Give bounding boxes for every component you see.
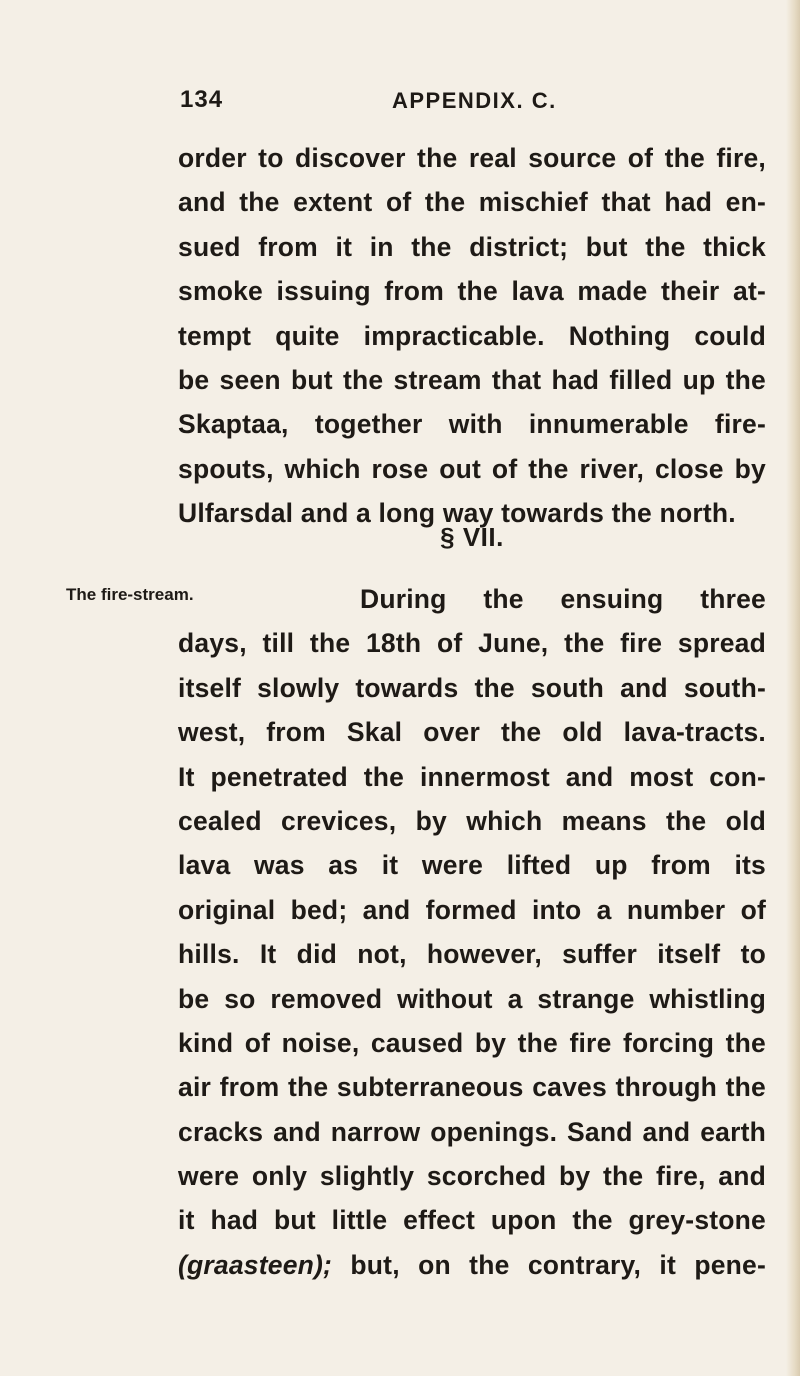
text-line: sued from it in the district; but the thick — [178, 231, 766, 262]
page-edge — [786, 0, 800, 1376]
margin-note: The fire-stream. — [66, 585, 194, 604]
italic-term: (graasteen); — [178, 1249, 333, 1280]
text-line: were only slightly scorched by the fire, and — [178, 1161, 766, 1192]
text-line: and the extent of the mischief that had en- — [178, 187, 766, 218]
line-rest: but, on the contrary, it pene- — [332, 1249, 766, 1280]
text-line: spouts, which rose out of the river, close by — [178, 453, 766, 484]
text-line: Skaptaa, together with innumerable fire- — [178, 409, 766, 440]
text-line: air from the subterraneous caves through the — [178, 1072, 766, 1103]
text-line: cracks and narrow openings. Sand and earth — [178, 1116, 766, 1147]
text-line: original bed; and formed into a number of — [178, 894, 766, 925]
text-line: west, from Skal over the old lava-tracts. — [178, 717, 766, 748]
text-line: days, till the 18th of June, the fire spread — [178, 628, 766, 659]
text-line: be so removed without a strange whistling — [178, 983, 766, 1014]
text-line: order to discover the real source of the fire, — [178, 143, 766, 173]
text-line: During the ensuing three — [360, 584, 766, 614]
text-line: cealed crevices, by which means the old — [178, 805, 766, 836]
text-line: it had but little effect upon the grey-stone — [178, 1205, 766, 1236]
text-line: kind of noise, caused by the fire forcing the — [178, 1027, 766, 1058]
text-line: It penetrated the innermost and most con- — [178, 761, 766, 792]
text-line: itself slowly towards the south and south- — [178, 672, 766, 703]
text-line-final — [178, 1243, 766, 1287]
section-heading: § VII. — [440, 522, 504, 552]
text-line: be seen but the stream that had filled up the — [178, 364, 766, 395]
text-line: Ulfarsdal and a long way towards the north. — [178, 498, 736, 529]
paragraph-2 — [178, 577, 766, 1287]
text-line: smoke issuing from the lava made their at- — [178, 276, 766, 307]
text-line: lava was as it were lifted up from its — [178, 850, 766, 881]
text-line: hills. It did not, however, suffer itself to — [178, 939, 766, 970]
page-header — [180, 82, 760, 122]
text-line: tempt quite impracticable. Nothing could — [178, 320, 766, 351]
running-title: APPENDIX. C. — [392, 88, 557, 113]
page-number: 134 — [180, 86, 224, 113]
paragraph-1 — [178, 136, 766, 536]
